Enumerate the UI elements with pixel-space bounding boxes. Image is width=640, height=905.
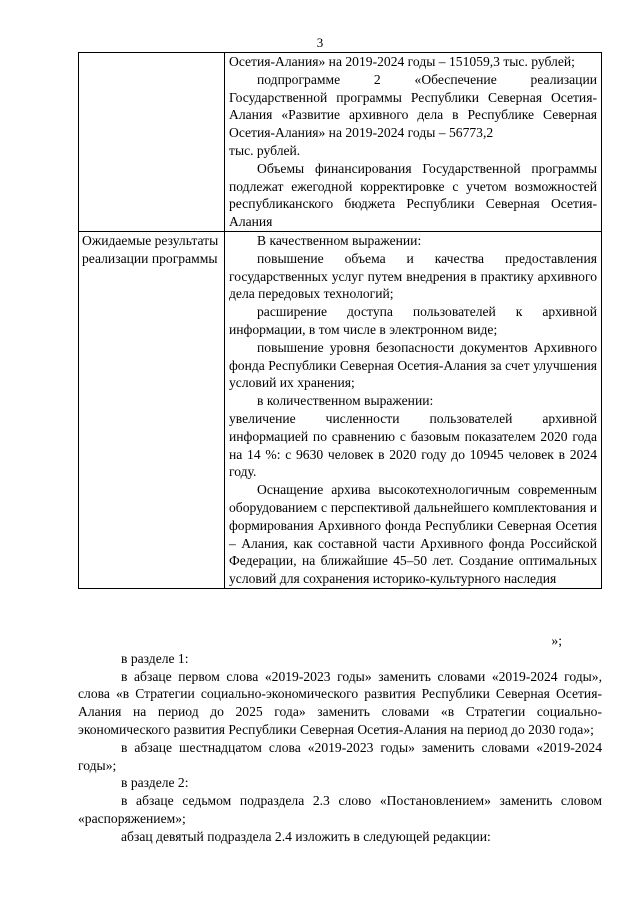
body-paragraph: в абзаце седьмом подраздела 2.3 слово «Постановлением» заменить словом «распоряжением»; — [78, 793, 602, 826]
table-cell-financing — [225, 53, 602, 232]
body-paragraph: в разделе 1: — [121, 650, 189, 666]
quantitative-heading: в количественном выражении: — [257, 393, 434, 409]
closing-quote: »; — [551, 633, 562, 648]
body-paragraph: в абзаце первом слова «2019-2023 годы» заменить словами «2019-2024 годы», слова «в Стратегии социально-экономического развития Республики Северная Осетия-Алания на период до 2025 года» заменить словами «в Стратегии социально-экономического развития Республики Северная Осетия-Алания на период до 2030 года»; — [78, 668, 602, 737]
body-paragraph: в абзаце шестнадцатом слова «2019-2023 годы» заменить словами «2019-2024 годы»; — [78, 739, 602, 773]
expected-results-label: Ожидаемые результаты реализации программы — [79, 231, 225, 588]
financing-subprogram1-tail: Осетия-Алания» на 2019-2024 годы – 151059,3 тыс. рублей; — [229, 54, 575, 69]
table-cell-expected-results — [225, 231, 602, 588]
body-paragraph: в разделе 2: — [121, 775, 189, 791]
page-number: 3 — [316, 35, 324, 50]
table-row — [79, 231, 602, 588]
result-item: повышение уровня безопасности документов Архивного фонда Республики Северная Осетия-Алания за счет улучшения условий их хранения; — [229, 339, 597, 391]
table-row — [79, 53, 602, 232]
program-passport-table — [78, 52, 602, 589]
result-item: увеличение численности пользователей архивной информацией по сравнению с базовым показателем 2020 года на 14 %: с 9630 человек в 2020 году до 10945 человек в 2024 году. — [229, 410, 597, 480]
table-cell-empty — [79, 53, 225, 232]
financing-subprogram2-unit: тыс. рублей. — [229, 142, 301, 158]
result-item: Оснащение архива высокотехнологичным современным оборудованием с перспективой дальнейшего комплектования и формирования Архивного фонда Республики Северная Осетия – Алания, как составной части Архивного фонда Российской Федерации, на ближайшие 45–50 лет. Создание оптимальных условий для сохранения историко-культурного наследия — [229, 482, 597, 587]
financing-correction-note: Объемы финансирования Государственной программы подлежат ежегодной корректировке с учетом возможностей республиканского бюджета Республики Северная Осетия-Алания — [229, 160, 597, 230]
result-item: расширение доступа пользователей к архивной информации, в том числе в электронном виде; — [229, 304, 597, 337]
qualitative-heading: В качественном выражении: — [257, 232, 422, 248]
financing-subprogram2: подпрограмме 2 «Обеспечение реализации Государственной программы Республики Северная Осетия-Алания «Развитие архивного дела в Республике Северная Осетия-Алания» на 2019-2024 годы – 56773,2 — [229, 71, 597, 141]
result-item: повышение объема и качества предоставления государственных услуг путем внедрения в практику архивного дела передовых технологий; — [229, 250, 597, 302]
amendment-text — [78, 632, 602, 846]
body-paragraph: абзац девятый подраздела 2.4 изложить в следующей редакции: — [121, 828, 491, 844]
